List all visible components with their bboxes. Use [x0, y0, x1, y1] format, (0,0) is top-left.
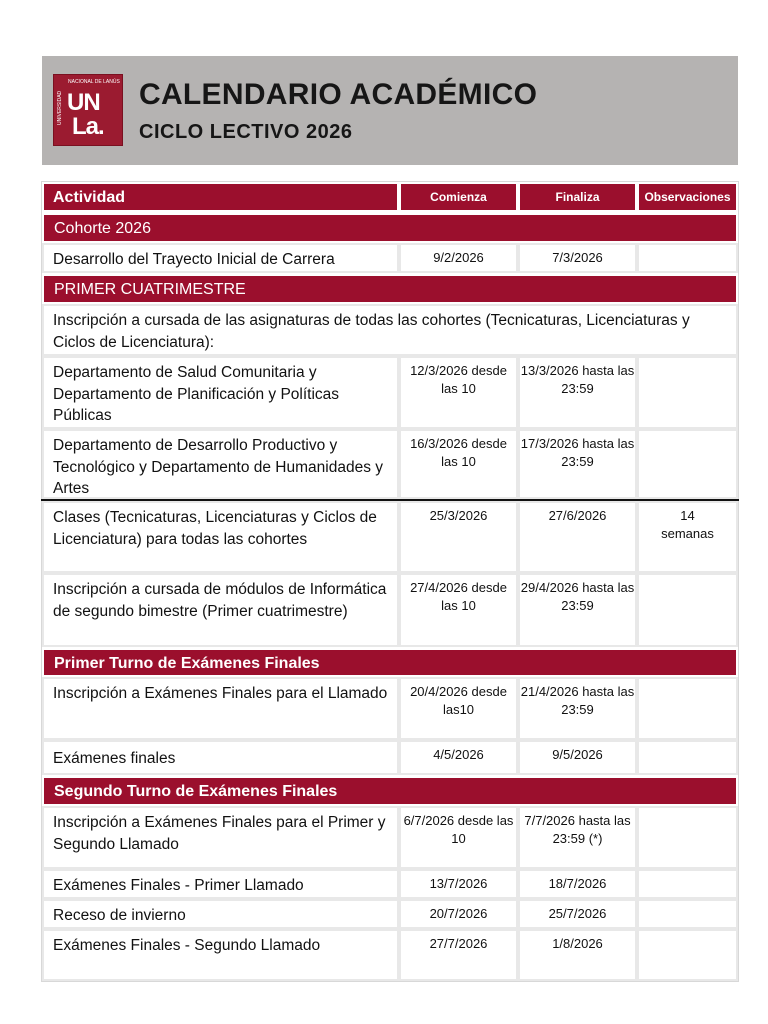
table-row [42, 677, 738, 740]
start-cell: 12/3/2026 desde las 10 [399, 356, 518, 429]
table-row [42, 501, 738, 573]
obs-cell [637, 573, 738, 647]
start-cell: 25/3/2026 [399, 501, 518, 573]
university-logo [53, 74, 123, 146]
activity-cell: Inscripción a Exámenes Finales para el Llamado [42, 677, 399, 740]
obs-cell [637, 677, 738, 740]
table-row [42, 869, 738, 899]
obs-cell: 14 semanas [637, 501, 738, 573]
end-cell: 21/4/2026 hasta las 23:59 [518, 677, 637, 740]
logo-la: La. [72, 113, 104, 140]
table-row [42, 429, 738, 499]
end-cell: 1/8/2026 [518, 929, 637, 981]
logo-un: UN [67, 89, 100, 116]
section-primer-cuatrimestre: PRIMER CUATRIMESTRE [42, 274, 738, 304]
section-primer-turno: Primer Turno de Exámenes Finales [42, 648, 738, 677]
obs-cell [637, 929, 738, 981]
end-cell: 25/7/2026 [518, 899, 637, 929]
section-segundo-turno: Segundo Turno de Exámenes Finales [42, 776, 738, 806]
activity-cell-full: Inscripción a cursada de las asignaturas de todas las cohortes (Tecnicaturas, Licenciaturas y Ciclos de Licenciatura): [42, 304, 738, 356]
column-header-actividad: Actividad [42, 182, 399, 212]
table-row [42, 304, 738, 356]
column-header-comienza: Comienza [399, 182, 518, 212]
table-header-row [42, 182, 738, 212]
table-row [42, 899, 738, 929]
start-cell: 20/7/2026 [399, 899, 518, 929]
table-row [42, 573, 738, 647]
table-row [42, 929, 738, 981]
activity-cell: Receso de invierno [42, 899, 399, 929]
activity-cell: Departamento de Desarrollo Productivo y Tecnológico y Departamento de Humanidades y Artes [42, 429, 399, 499]
table-row [42, 356, 738, 429]
start-cell: 20/4/2026 desde las10 [399, 677, 518, 740]
end-cell: 7/7/2026 hasta las 23:59 (*) [518, 806, 637, 869]
calendar-table [41, 181, 739, 982]
logo-top-text: NACIONAL DE LANÚS [68, 79, 120, 85]
page-header [42, 56, 738, 165]
obs-cell [637, 869, 738, 899]
section-cohorte: Cohorte 2026 [42, 213, 738, 243]
activity-cell: Clases (Tecnicaturas, Licenciaturas y Ciclos de Licenciatura) para todas las cohortes [42, 501, 399, 573]
activity-cell: Exámenes Finales - Segundo Llamado [42, 929, 399, 981]
start-cell: 6/7/2026 desde las 10 [399, 806, 518, 869]
obs-cell [637, 243, 738, 273]
logo-vertical-text: UNIVERSIDAD [57, 90, 63, 125]
page-title: CALENDARIO ACADÉMICO [139, 78, 538, 111]
activity-cell: Exámenes finales [42, 740, 399, 775]
table-row [42, 806, 738, 869]
obs-cell [637, 429, 738, 499]
activity-cell: Desarrollo del Trayecto Inicial de Carrera [42, 243, 399, 273]
start-cell: 9/2/2026 [399, 243, 518, 273]
obs-cell [637, 356, 738, 429]
end-cell: 7/3/2026 [518, 243, 637, 273]
start-cell: 27/4/2026 desde las 10 [399, 573, 518, 647]
activity-cell: Inscripción a Exámenes Finales para el Primer y Segundo Llamado [42, 806, 399, 869]
column-header-observaciones: Observaciones [637, 182, 738, 212]
activity-cell: Exámenes Finales - Primer Llamado [42, 869, 399, 899]
obs-cell [637, 806, 738, 869]
end-cell: 18/7/2026 [518, 869, 637, 899]
obs-cell [637, 899, 738, 929]
activity-cell: Inscripción a cursada de módulos de Informática de segundo bimestre (Primer cuatrimestre) [42, 573, 399, 647]
end-cell: 17/3/2026 hasta las 23:59 [518, 429, 637, 499]
start-cell: 16/3/2026 desde las 10 [399, 429, 518, 499]
end-cell: 13/3/2026 hasta las 23:59 [518, 356, 637, 429]
obs-cell [637, 740, 738, 775]
table-row [42, 243, 738, 273]
start-cell: 4/5/2026 [399, 740, 518, 775]
start-cell: 13/7/2026 [399, 869, 518, 899]
end-cell: 27/6/2026 [518, 501, 637, 573]
column-header-finaliza: Finaliza [518, 182, 637, 212]
table-row [42, 740, 738, 775]
end-cell: 29/4/2026 hasta las 23:59 [518, 573, 637, 647]
activity-cell: Departamento de Salud Comunitaria y Departamento de Planificación y Políticas Públicas [42, 356, 399, 429]
end-cell: 9/5/2026 [518, 740, 637, 775]
page-subtitle: CICLO LECTIVO 2026 [139, 121, 353, 143]
start-cell: 27/7/2026 [399, 929, 518, 981]
